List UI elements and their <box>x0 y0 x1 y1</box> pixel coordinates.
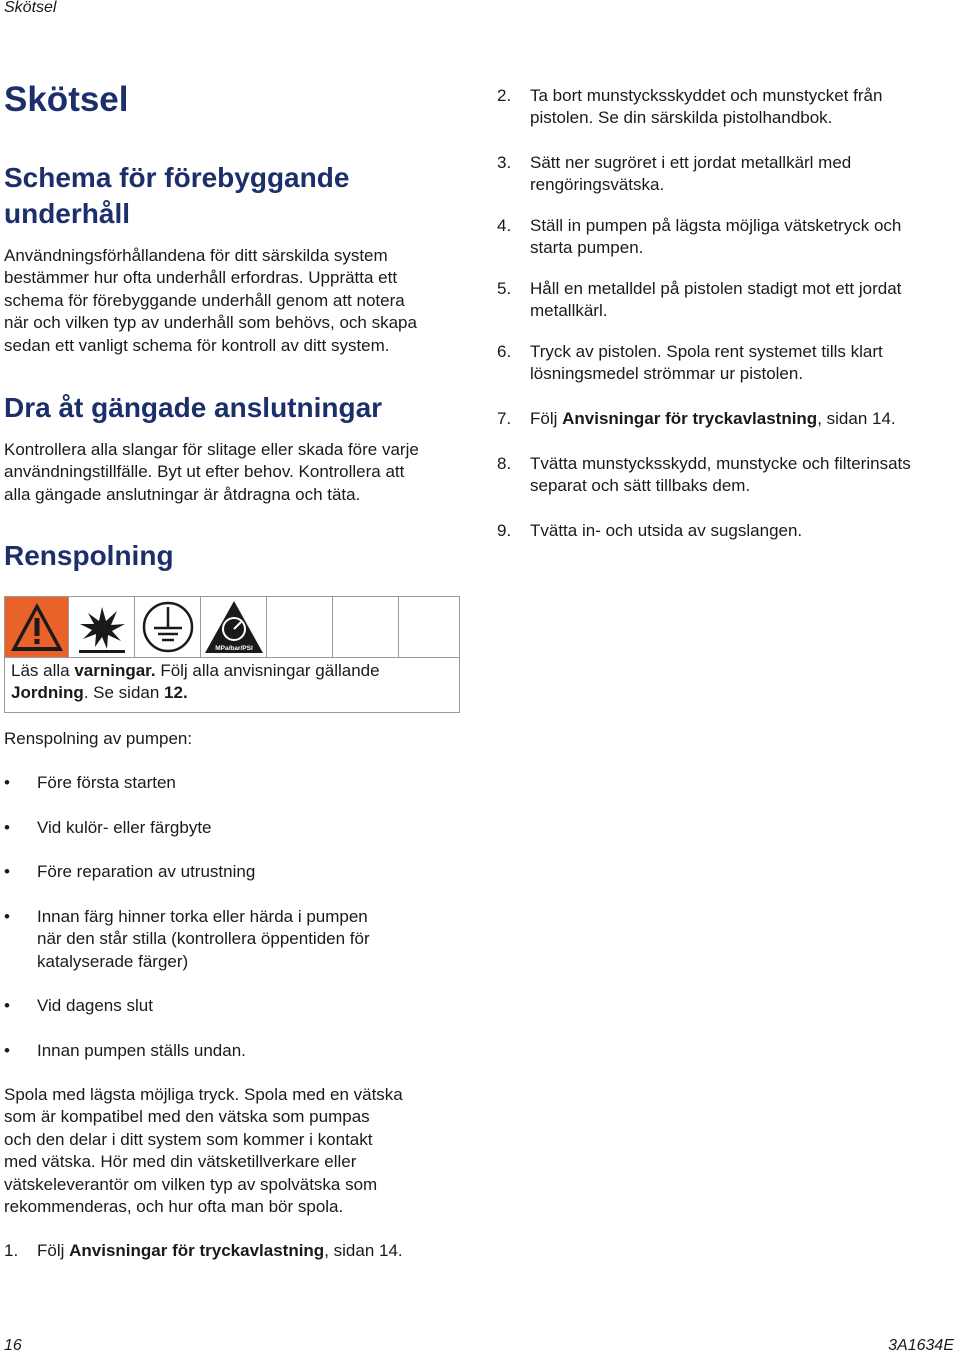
heading-tighten-connections: Dra åt gängade anslutningar <box>4 392 383 423</box>
list-item: • Innan färg hinner torka eller härda i pumpen när den står stilla (kontrollera öppentiden för katalyserade färger) <box>4 907 370 971</box>
flushing-paragraph: Spola med lägsta möjliga tryck. Spola med en vätska som är kompatibel med den vätska som pumpas och den delar i ditt system som kommer i kontakt med vätska. Hör med din vätsketillverkare eller vätskeleverantör om vilken typ av spolvätska som rekommenderas, och hur ofta man bör spola. <box>4 1085 403 1217</box>
flushing-intro: Renspolning av pumpen: <box>4 729 193 748</box>
page-title: Skötsel <box>4 80 129 119</box>
step-9: 9. Tvätta in- och utsida av sugslangen. <box>497 521 803 540</box>
warning-icon-row <box>5 597 459 658</box>
document-code: 3A1634E <box>888 1337 954 1354</box>
list-item: • Före första starten <box>4 773 176 792</box>
pressure-icon <box>201 597 267 657</box>
running-header: Skötsel <box>4 0 57 16</box>
step-5: 5. Håll en metalldel på pistolen stadigt mot ett jordat metallkärl. <box>497 279 902 321</box>
page-number: 16 <box>4 1337 22 1354</box>
pressure-relief-reference: Anvisningar för tryckavlastning <box>69 1241 325 1260</box>
explosion-icon <box>69 597 135 657</box>
list-item: • Vid kulör- eller färgbyte <box>4 818 212 837</box>
step-6: 6. Tryck av pistolen. Spola rent systemet tills klart lösningsmedel strömmar ur pistolen. <box>497 342 883 384</box>
step-1: 1. Följ Anvisningar för tryckavlastning, sidan 14. <box>4 1241 403 1260</box>
empty-icon-cell <box>333 597 399 657</box>
warning-text: Läs alla varningar. Följ alla anvisningar gällande Jordning. Se sidan 12. <box>11 661 380 703</box>
list-item: • Före reparation av utrustning <box>4 862 256 881</box>
heading-preventive-maintenance: Schema för förebyggande underhåll <box>4 162 350 229</box>
preventive-maintenance-text: Användningsförhållandena för ditt särskilda system bestämmer hur ofta underhåll erfordras. Upprätta ett schema för förebyggande underhåll genom att notera när och vilken typ av underhåll som behövs, och skapa sedan ett vanligt schema för kontroll av ditt system. <box>4 246 417 355</box>
warning-box <box>4 596 460 713</box>
heading-flushing: Renspolning <box>4 540 174 571</box>
tighten-connections-text: Kontrollera alla slangar för slitage eller skada före varje användningstillfälle. Byt ut efter behov. Kontrollera att alla gängade anslutningar är åtdragna och täta. <box>4 440 419 504</box>
warning-triangle-icon <box>5 597 69 657</box>
step-3: 3. Sätt ner sugröret i ett jordat metallkärl med rengöringsvätska. <box>497 153 852 195</box>
empty-icon-cell <box>399 597 459 657</box>
step-4: 4. Ställ in pumpen på lägsta möjliga vätsketryck och starta pumpen. <box>497 216 902 258</box>
step-7: 7. Följ Anvisningar för tryckavlastning, sidan 14. <box>497 409 896 428</box>
list-item: • Vid dagens slut <box>4 996 153 1015</box>
ground-icon <box>135 597 201 657</box>
step-2: 2. Ta bort munstycksskyddet och munstycket från pistolen. Se din särskilda pistolhandbok. <box>497 86 883 128</box>
pressure-units-label: MPa/bar/PSI <box>215 645 253 652</box>
step-8: 8. Tvätta munstycksskydd, munstycke och filterinsats separat och sätt tillbaks dem. <box>497 454 911 496</box>
empty-icon-cell <box>267 597 333 657</box>
list-item: • Innan pumpen ställs undan. <box>4 1041 246 1060</box>
pressure-relief-reference: Anvisningar för tryckavlastning <box>562 409 818 428</box>
